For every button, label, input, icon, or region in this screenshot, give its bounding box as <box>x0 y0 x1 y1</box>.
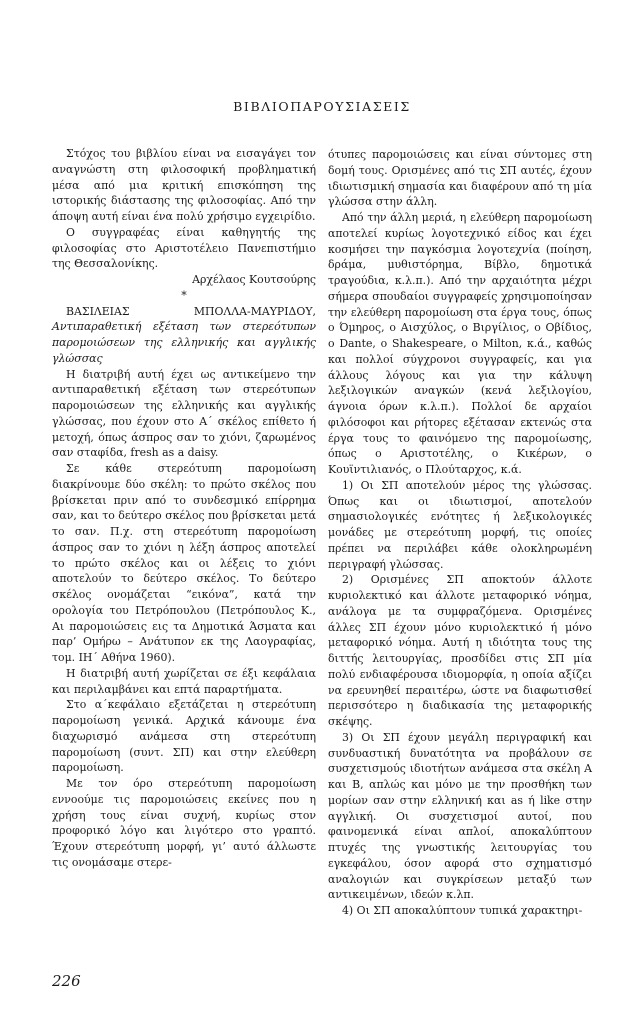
body-paragraph: 4) Οι ΣΠ αποκαλύπτουν τυπικά χαρακτηρι- <box>342 904 583 917</box>
right-column <box>328 147 592 919</box>
body-paragraph: 1) Οι ΣΠ αποτελούν μέρος της γλώσσας. Όπως και οι ιδιωτισμοί, αποτελούν σημασιολογικές ενότητες ή λεξικολογικές μονάδες με στερεότυπη μορφή, τις οποίες πρέπει να περιλάβει κάθε ολοκληρωμένη περιγραφή γλώσσας. <box>328 478 592 571</box>
body-paragraph: 2) Ορισμένες ΣΠ αποκτούν άλλοτε κυριολεκτικό και άλλοτε μεταφορικό νόημα, ανάλογα με τα συμφραζόμενα. Ορισμένες άλλες ΣΠ έχουν μόνο κυριολεκτικό ή μόνο μεταφορικό νόημα. Αυτή η ιδιότητα τους της διττής λειτουργίας, προσδίδει στις ΣΠ μία πολύ ενδιαφέρουσα ιδιομορφία, η οποία αξίζει να ερευνηθεί περαιτέρω, ώστε να διαφωτισθεί περισσότερο η διαδικασία της μεταφορικής σκέψης. <box>328 573 592 728</box>
review-author: ΒΑΣΙΛΕΙΑΣ ΜΠΟΛΛΑ-ΜΑΥΡΙΔΟΥ, <box>66 304 316 318</box>
body-paragraph: 3) Οι ΣΠ έχουν μεγάλη περιγραφική και συνδυαστική δυνατότητα να προβάλουν σε συσχετισμούς ιδιοτήτων ανάμεσα στα σκέλη Α και Β, απλώς και μόνο με την προσθήκη των μορίων σαν στην ελληνική και as ή like στην αγγλική. Οι συσχετισμοί αυτοί, που φαινομενικά είναι απλοί, αποκαλύπτουν πτυχές της γνωστικής λειτουργίας του εγκεφάλου, όσον αφορά στο σχηματισμό αναλογιών και συγκρίσεων μεταξύ των αντικειμένων, ιδεών κ.λπ. <box>328 730 592 902</box>
body-paragraph: Η διατριβή αυτή έχει ως αντικείμενο την αντιπαραθετική εξέταση των στερεότυπων παρομοιώσεων της ελληνικής και αγγλικής γλώσσας, που έχουν στο Α΄ σκέλος επίθετο ή μετοχή, όπως άσπρος σαν το χιόνι, ζαρωμένος σαν σταφίδα, fresh as a daisy. <box>52 367 316 460</box>
body-paragraph: Σε κάθε στερεότυπη παρομοίωση διακρίνουμε δύο σκέλη: το πρώτο σκέλος που βρίσκεται πριν από το συνδεσμικό επίρρημα σαν, και το δεύτερο σκέλος που βρίσκεται μετά το σαν. Π.χ. στη στερεότυπη παρομοίωση άσπρος σαν το χιόνι η λέξη άσπρος αποτελεί το πρώτο σκέλος και οι λέξεις το χιόνι αποτελούν το δεύτερο σκέλος. Το δεύτερο σκέλος ονομάζεται “εικόνα”, κατά την ορολογία του Πετρόπουλου (Πετρόπουλος Κ., Αι παρομοιώσεις εις τα Δημοτικά Άσματα και παρ’ Ομήρω – Ανάτυπον εκ της Λαογραφίας, τομ. ΙΗ΄ Αθήνα 1960). <box>52 462 316 664</box>
running-head: ΒΙΒΛΙΟΠΑΡΟΥΣΙΑΣΕΙΣ <box>233 99 411 114</box>
body-paragraph: ότυπες παρομοιώσεις και είναι σύντομες στη δομή τους. Ορισμένες από τις ΣΠ αυτές, έχουν ιδιωτισμική σημασία και διαφέρουν από τη μία γλώσσα στην άλλη. <box>328 148 592 209</box>
body-paragraph: Στο α΄κεφάλαιο εξετάζεται η στερεότυπη παρομοίωση γενικά. Αρχικά κάνουμε ένα διαχωρισμό ανάμεσα στη στερεότυπη παρομοίωση (συντ. ΣΠ) και στην ελεύθερη παρομοίωση. <box>52 698 316 775</box>
body-paragraph: Με τον όρο στερεότυπη παρομοίωση εννοούμε τις παρομοιώσεις εκείνες που η χρήση τους είναι συχνή, κυρίως στον προφορικό λόγο και λιγότερο στο γραπτό. Έχουν στερεότυπη μορφή, γι’ αυτό άλλωστε τις ονομάσαμε στερε- <box>52 777 316 869</box>
intro-paragraph: Ο συγγραφέας είναι καθηγητής της φιλοσοφίας στο Αριστοτέλειο Πανεπιστήμιο της Θεσσαλονίκης. <box>52 225 316 271</box>
reviewer-signature: Αρχέλαος Κουτσούρης <box>192 273 316 286</box>
body-paragraph: Από την άλλη μεριά, η ελεύθερη παρομοίωση αποτελεί κυρίως λογοτεχνικό είδος και έχει κοσμήσει την παγκόσμια λογοτεχνία (ποίηση, δράμα, μυθιστόρημα, Βίβλο, δημοτικά τραγούδια, κ.λ.π.). Από την αρχαιότητα μέχρι σήμερα σπουδαίοι συγγραφείς χρησιμοποίησαν την ελεύθερη παρομοίωση στα έργα τους, όπως ο Όμηρος, ο Αισχύλος, ο Βιργίλιος, ο Οβίδιος, ο Dante, ο Shakespeare, ο Milton, κ.ά., καθώς και πολλοί σύγχρονοι συγγραφείς, και για άλλους λόγους και για την κάλυψη λεξιλογικών αναγκών (κενά λεξιλογίου, άγνοια όρων κ.λ.π.). Πολλοί δε αρχαίοι φιλόσοφοι και ρήτορες εξέτασαν εκτενώς στα έργα τους το φαινόμενο της παρομοίωσης, όπως ο Αριστοτέλης, ο Κικέρων, ο Κουϊντιλιανός, ο Πλούταρχος, κ.ά. <box>328 211 592 476</box>
body-paragraph: Η διατριβή αυτή χωρίζεται σε έξι κεφάλαια και περιλαμβάνει και επτά παραρτήματα. <box>52 666 316 696</box>
page-number: 226 <box>52 972 81 990</box>
section-separator: * <box>181 288 187 302</box>
review-heading <box>52 304 316 367</box>
left-column <box>52 146 316 871</box>
intro-paragraph: Στόχος του βιβλίου είναι να εισαγάγει τον αναγνώστη στη φιλοσοφική προβληματική μέσα από μια κριτική επισκόπηση της ιστορικής διάστασης της φιλοσοφίας. Από την άποψη αυτή είναι ένα πολύ χρήσιμο εγχειρίδιο. <box>52 147 316 223</box>
review-title: Αντιπαραθετική εξέταση των στερεότυπων παρομοιώσεων της ελληνικής και αγγλικής γλώσσας <box>52 320 316 365</box>
